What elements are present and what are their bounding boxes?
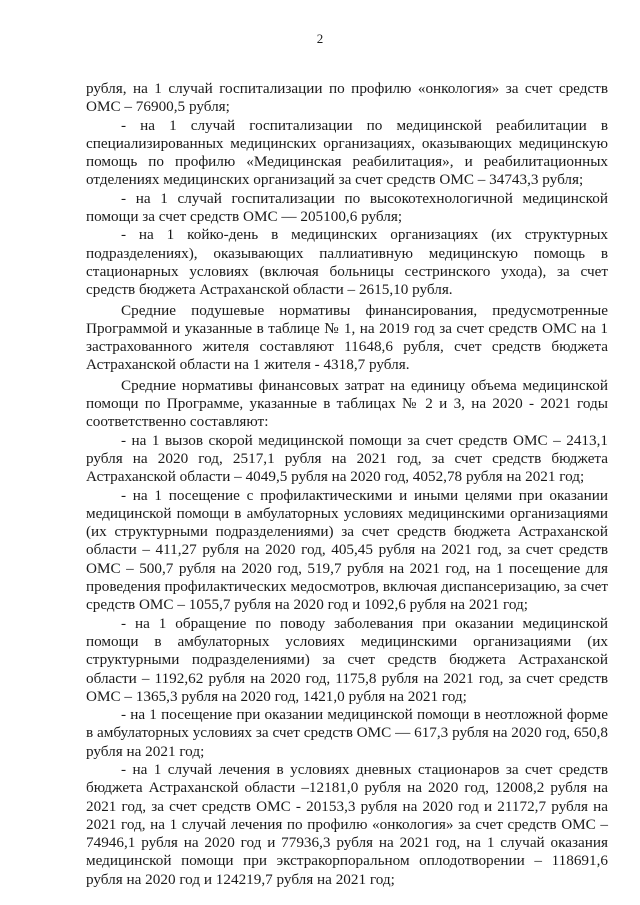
paragraph-day-hospital: - на 1 случай лечения в условиях дневных стационаров за счет средств бюджета Астраханской области –12181,0 рубля на 2020 год, 12008,2 рубля на 2021 год, за счет средств ОМС - 20153,3 рубля на 2020 год и 21172,7 рубля на 2021 год, на 1 случай лечения по профилю «онкология» за счет средств ОМС – 74946,1 рубля на 2020 год и 77936,3 рубля на 2021 год, на 1 случай оказания медицинской помощи при экстракорпоральном оплодотворении – 118691,6 рубля на 2020 год и 124219,7 рубля на 2021 год; bbox=[86, 760, 608, 888]
paragraph-medical-rehabilitation: - на 1 случай госпитализации по медицинской реабилитации в специализированных медицинских организациях, оказывающих медицинскую помощь по профилю «Медицинская реабилитация», и реабилитационных отделениях медицинских организаций за счет средств ОМС – 34743,3 рубля; bbox=[86, 116, 608, 189]
paragraph-high-tech-care: - на 1 случай госпитализации по высокотехнологичной медицинской помощи за счет средств ОМС — 205100,6 рубля; bbox=[86, 189, 608, 226]
paragraph-preventive-visit: - на 1 посещение с профилактическими и иными целями при оказании медицинской помощи в амбулаторных условиях медицинскими организациями (их структурными подразделениями) за счет средств бюджета Астраханской области – 411,27 рубля на 2020 год, 405,45 рубля на 2021 год, за счет средств ОМС – 500,7 рубля на 2020 год, 519,7 рубля на 2021 год, на 1 посещение для проведения профилактических медосмотров, включая диспансеризацию, за счет средств ОМС – 1055,7 рубля на 2020 год и 1092,6 рубля на 2021 год; bbox=[86, 486, 608, 614]
document-body bbox=[86, 80, 608, 889]
paragraph-hospitalization-oncology: рубля, на 1 случай госпитализации по профилю «онкология» за счет средств ОМС – 76900,5 рубля; bbox=[86, 80, 608, 116]
paragraph-ambulance-call: - на 1 вызов скорой медицинской помощи за счет средств ОМС – 2413,1 рубля на 2020 год, 2517,1 рубля на 2021 год, за счет средств бюджета Астраханской области – 4049,5 рубля на 2020 год, 4052,78 рубля на 2021 год; bbox=[86, 431, 608, 486]
paragraph-urgent-visit: - на 1 посещение при оказании медицинской помощи в неотложной форме в амбулаторных условиях за счет средств ОМС — 617,3 рубля на 2020 год, 650,8 рубля на 2021 год; bbox=[86, 706, 608, 760]
page-number: 2 bbox=[316, 31, 324, 46]
paragraph-average-cost-standards: Средние нормативы финансовых затрат на единицу объема медицинской помощи по Программе, указанные в таблицах № 2 и 3, на 2020 - 2021 годы соответственно составляют: bbox=[86, 376, 608, 431]
paragraph-palliative-bed-day: - на 1 койко-день в медицинских организациях (их структурных подразделениях), оказывающих паллиативную медицинскую помощь в стационарных условиях (включая больницы сестринского ухода), за счет средств бюджета Астраханской области – 2615,10 рубля. bbox=[86, 226, 608, 299]
paragraph-per-capita-standards: Средние подушевые нормативы финансирования, предусмотренные Программой и указанные в таблице № 1, на 2019 год за счет средств ОМС на 1 застрахованного жителя составляют 11648,6 рубля, счет средств бюджета Астраханской области на 1 жителя - 4318,7 рубля. bbox=[86, 301, 608, 374]
paragraph-disease-appeal: - на 1 обращение по поводу заболевания при оказании медицинской помощи в амбулаторных условиях медицинскими организациями (их структурными подразделениями) за счет средств бюджета Астраханской области – 1192,62 рубля на 2020 год, 1175,8 рубля на 2021 год, за счет средств ОМС – 1365,3 рубля на 2020 год, 1421,0 рубля на 2021 год; bbox=[86, 614, 608, 705]
